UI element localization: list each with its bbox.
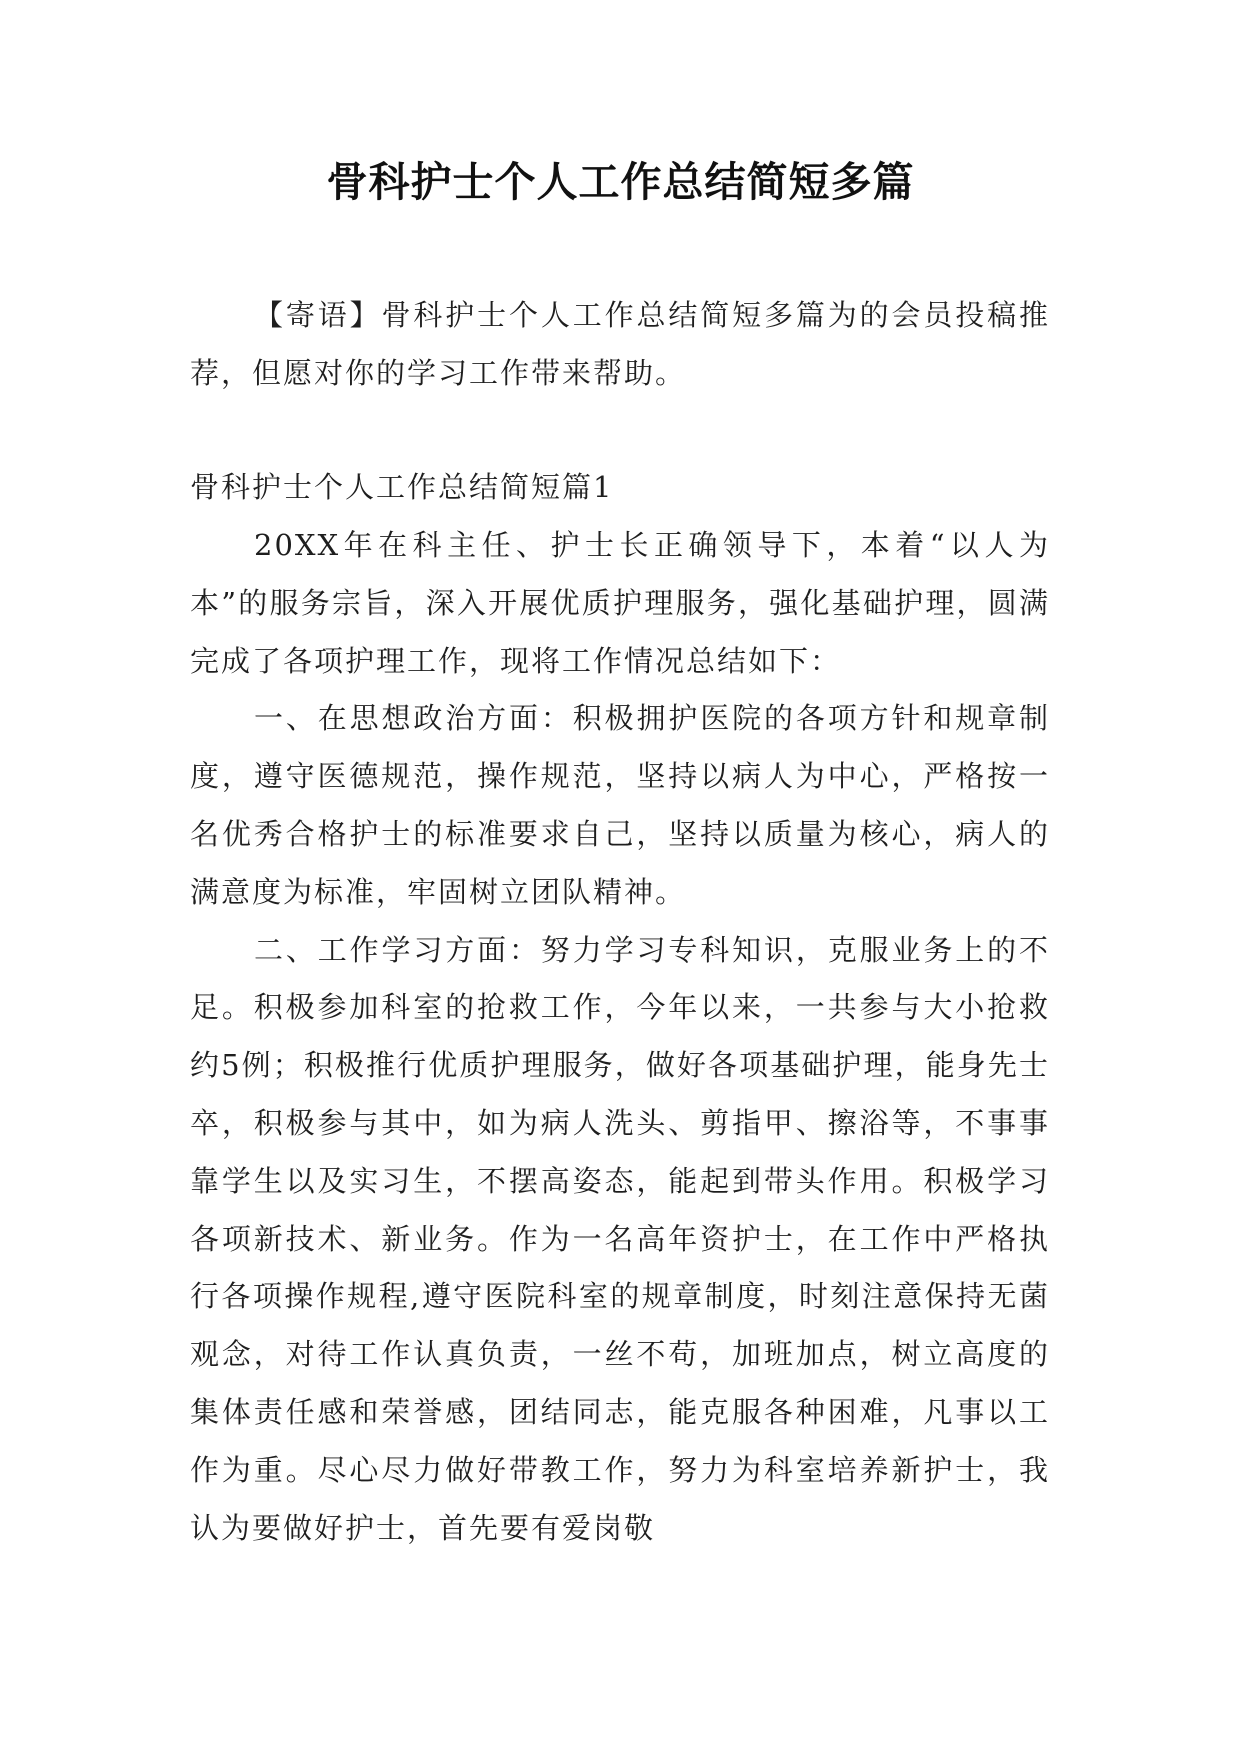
document-title: 骨科护士个人工作总结简短多篇	[326, 158, 915, 206]
body-paragraph: 20XX年在科主任、护士长正确领导下，本着“以人为本”的服务宗旨，深入开展优质护理服务，强化基础护理，圆满完成了各项护理工作，现将工作情况总结如下：	[190, 528, 1050, 678]
section-body	[190, 517, 1050, 1557]
body-paragraph: 一、在思想政治方面：积极拥护医院的各项方针和规章制度，遵守医德规范，操作规范，坚持以病人为中心，严格按一名优秀合格护士的标准要求自己，坚持以质量为核心，病人的满意度为标准，牢固树立团队精神。	[190, 701, 1050, 909]
body-paragraph: 二、工作学习方面：努力学习专科知识，克服业务上的不足。积极参加科室的抢救工作，今年以来，一共参与大小抢救约5例；积极推行优质护理服务，做好各项基础护理，能身先士卒，积极参与其中，如为病人洗头、剪指甲、擦浴等，不事事靠学生以及实习生，不摆高姿态，能起到带头作用。积极学习各项新技术、新业务。作为一名高年资护士，在工作中严格执行各项操作规程,遵守医院科室的规章制度，时刻注意保持无菌观念，对待工作认真负责，一丝不苟，加班加点，树立高度的集体责任感和荣誉感，团结同志，能克服各种困难，凡事以工作为重。尽心尽力做好带教工作，努力为科室培养新护士，我认为要做好护士，首先要有爱岗敬	[190, 932, 1050, 1545]
section-heading: 骨科护士个人工作总结简短篇1	[190, 470, 614, 504]
intro-text: 【寄语】骨科护士个人工作总结简短多篇为的会员投稿推荐，但愿对你的学习工作带来帮助。	[190, 298, 1050, 390]
intro-paragraph	[190, 287, 1050, 403]
